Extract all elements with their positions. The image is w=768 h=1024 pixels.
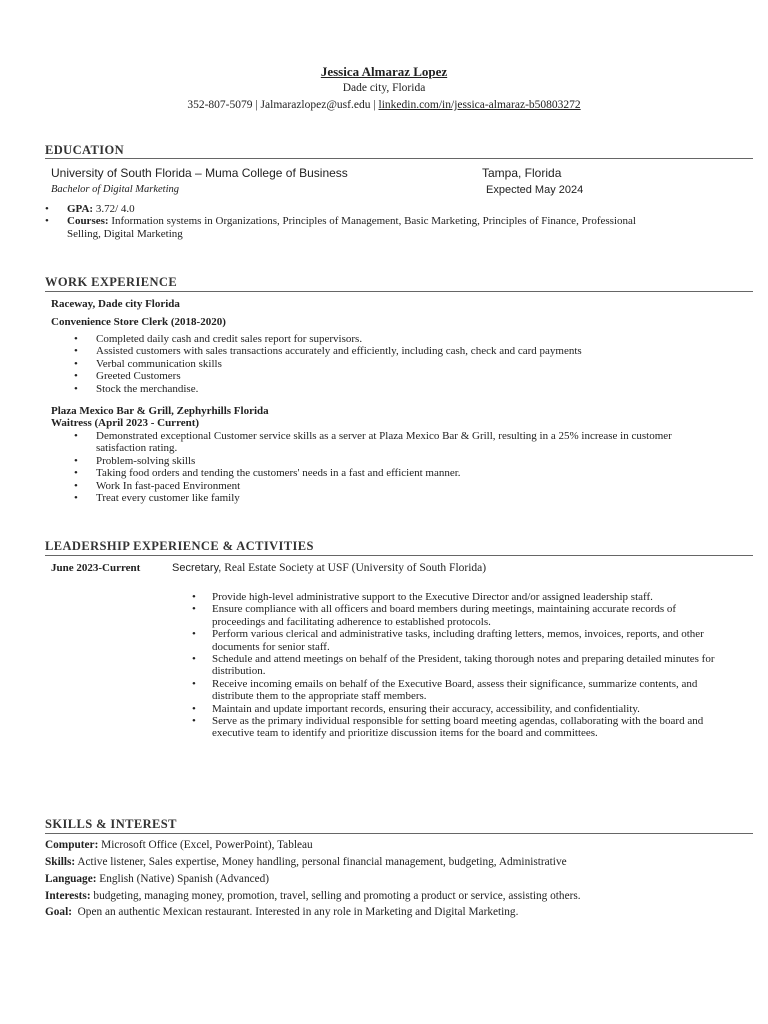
list-item: • Provide high-level administrative support to the Executive Director and/or assigned leadership staff. [190, 591, 730, 603]
list-item: • Ensure compliance with all officers and board members during meetings, maintaining accurate records of proceedings and facilitating adherence to established protocols. [190, 603, 730, 628]
address: Dade city, Florida [342, 82, 426, 94]
list-item: • Taking food orders and tending the customers' needs in a fast and efficient manner. [74, 467, 674, 479]
school-name: University of South Florida – Muma College of Business [51, 166, 348, 180]
leadership-duties [190, 591, 730, 740]
resume-name: Jessica Almaraz Lopez [320, 64, 448, 79]
skills-goal: Goal: Open an authentic Mexican restaurant. Interested in any role in Marketing and Digital Marketing. [45, 906, 519, 918]
list-item: • Schedule and attend meetings on behalf of the President, taking thorough notes and preparing detailed minutes for distribution. [190, 653, 730, 678]
degree: Bachelor of Digital Marketing [51, 184, 180, 195]
education-divider [45, 158, 753, 159]
graduation-date: Expected May 2024 [486, 184, 584, 196]
skills-heading: SKILLS & INTEREST [45, 817, 177, 831]
job1-role: Convenience Store Clerk (2018-2020) [51, 316, 226, 328]
leadership-divider [45, 555, 753, 556]
list-item: • Assisted customers with sales transactions accurately and efficiently, including cash, check and card payments [74, 345, 714, 357]
skills-skills: Skills: Active listener, Sales expertise, Money handling, personal financial management, budgeting, Administrative [45, 856, 567, 868]
list-item: • Receive incoming emails on behalf of the Executive Board, assess their significance, summarize contents, and distribute them to the appropriate staff members. [190, 678, 730, 703]
skills-language: Language: English (Native) Spanish (Advanced) [45, 873, 270, 885]
job2-duties [74, 430, 674, 504]
list-item: • Greeted Customers [74, 370, 714, 382]
list-item: • Work In fast-paced Environment [74, 480, 674, 492]
job2-role: Waitress (April 2023 - Current) [51, 417, 200, 429]
job1-duties [74, 333, 714, 395]
list-item: • Courses: Information systems in Organizations, Principles of Management, Basic Marketing, Principles of Finance, Professional Selling, Digital Marketing [45, 215, 665, 240]
skills-computer: Computer: Microsoft Office (Excel, PowerPoint), Tableau [45, 839, 313, 851]
job2-employer: Plaza Mexico Bar & Grill, Zephyrhills Florida [51, 405, 269, 417]
list-item: • GPA: 3.72/ 4.0 [45, 203, 665, 215]
linkedin-link[interactable]: linkedin.com/in/jessica-almaraz-b50803272 [378, 99, 581, 111]
leadership-role: Secretary, Real Estate Society at USF (University of South Florida) [172, 562, 487, 574]
list-item: • Maintain and update important records, ensuring their accuracy, accessibility, and confidentiality. [190, 703, 730, 715]
phone-email: 352-807-5079 | Jalmarazlopez@usf.edu | [187, 99, 379, 111]
list-item: • Serve as the primary individual responsible for setting board meeting agendas, collaborating with the board and executive team to identify and prioritize discussion items for the board and committees. [190, 715, 730, 740]
list-item: • Verbal communication skills [74, 358, 714, 370]
work-heading: WORK EXPERIENCE [45, 275, 178, 289]
job1-employer: Raceway, Dade city Florida [51, 298, 180, 310]
education-heading: EDUCATION [45, 143, 125, 157]
list-item: • Treat every customer like family [74, 492, 674, 504]
contact-line [0, 99, 768, 111]
list-item: • Stock the merchandise. [74, 383, 714, 395]
education-list [45, 203, 665, 240]
leadership-heading: LEADERSHIP EXPERIENCE & ACTIVITIES [45, 539, 314, 553]
work-divider [45, 291, 753, 292]
list-item: • Perform various clerical and administrative tasks, including drafting letters, memos, invoices, reports, and other documents for senior staff. [190, 628, 730, 653]
skills-divider [45, 833, 753, 834]
list-item: • Completed daily cash and credit sales report for supervisors. [74, 333, 714, 345]
school-location: Tampa, Florida [482, 166, 562, 180]
list-item: • Demonstrated exceptional Customer service skills as a server at Plaza Mexico Bar & Grill, resulting in a 25% increase in customer satisfaction rating. [74, 430, 674, 455]
leadership-date: June 2023-Current [51, 562, 141, 574]
skills-interests: Interests: budgeting, managing money, promotion, travel, selling and promoting a product or service, assisting others. [45, 890, 581, 902]
list-item: • Problem-solving skills [74, 455, 674, 467]
